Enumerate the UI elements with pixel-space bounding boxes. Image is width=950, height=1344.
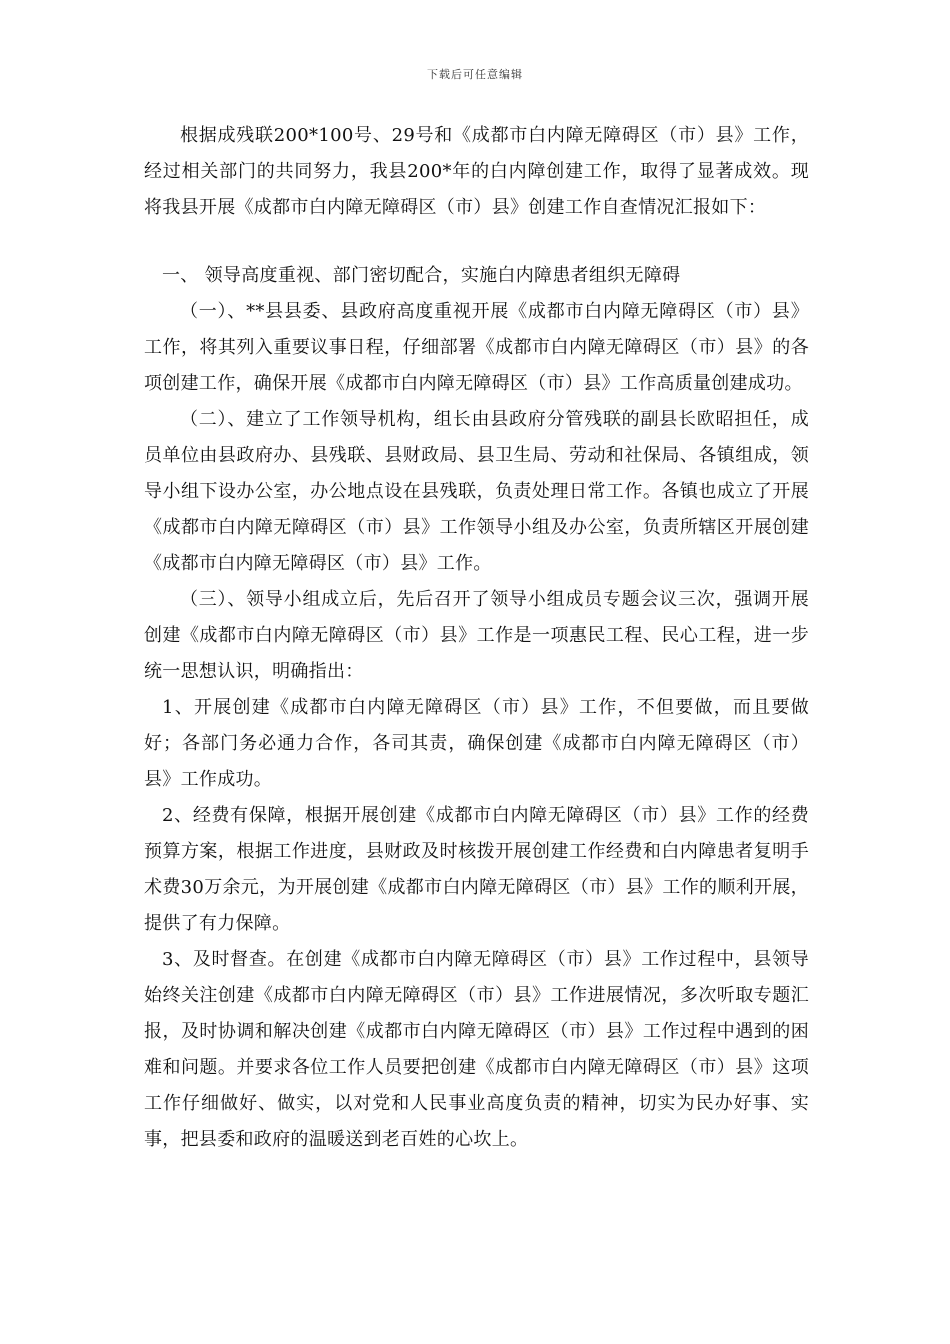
header-note: 下载后可任意编辑 xyxy=(427,68,523,81)
paragraph-gap xyxy=(144,226,809,258)
section-heading: 一、 领导高度重视、部门密切配合，实施白内障患者组织无障碍 xyxy=(162,265,681,286)
list-point-2: 2、经费有保障，根据开展创建《成都市白内障无障碍区（市）县》工作的经费预算方案，根据工作进度，县财政及时核拨开展创建工作经费和白内障患者复明手术费30万余元，为开展创建《成都市白内障无障碍区（市）县》工作的顺利开展，提供了有力保障。 xyxy=(144,805,809,934)
paragraph-item-3: （三）、领导小组成立后，先后召开了领导小组成员专题会议三次，强调开展创建《成都市白内障无障碍区（市）县》工作是一项惠民工程、民心工程，进一步统一思想认识，明确指出： xyxy=(144,589,809,682)
paragraph-item-1: （一）、**县县委、县政府高度重视开展《成都市白内障无障碍区（市）县》工作，将其列入重要议事日程，仔细部署《成都市白内障无障碍区（市）县》的各项创建工作，确保开展《成都市白内障无障碍区（市）县》工作高质量创建成功。 xyxy=(144,301,809,394)
document-body xyxy=(144,118,809,1158)
list-point-1: 1、开展创建《成都市白内障无障碍区（市）县》工作，不但要做，而且要做好；各部门务必通力合作，各司其责，确保创建《成都市白内障无障碍区（市）县》工作成功。 xyxy=(144,697,809,790)
paragraph-item-2: （二）、建立了工作领导机构，组长由县政府分管残联的副县长欧昭担任，成员单位由县政府办、县残联、县财政局、县卫生局、劳动和社保局、各镇组成，领导小组下设办公室，办公地点设在县残联，负责处理日常工作。各镇也成立了开展《成都市白内障无障碍区（市）县》工作领导小组及办公室，负责所辖区开展创建《成都市白内障无障碍区（市）县》工作。 xyxy=(144,409,809,574)
intro-paragraph: 根据成残联200*100号、29号和《成都市白内障无障碍区（市）县》工作，经过相关部门的共同努力，我县200*年的白内障创建工作，取得了显著成效。现将我县开展《成都市白内障无障碍区（市）县》创建工作自查情况汇报如下： xyxy=(144,125,809,218)
list-point-3: 3、及时督查。在创建《成都市白内障无障碍区（市）县》工作过程中，县领导始终关注创建《成都市白内障无障碍区（市）县》工作进展情况，多次听取专题汇报，及时协调和解决创建《成都市白内障无障碍区（市）县》工作过程中遇到的困难和问题。并要求各位工作人员要把创建《成都市白内障无障碍区（市）县》这项工作仔细做好、做实，以对党和人民事业高度负责的精神，切实为民办好事、实事，把县委和政府的温暖送到老百姓的心坎上。 xyxy=(144,949,809,1150)
